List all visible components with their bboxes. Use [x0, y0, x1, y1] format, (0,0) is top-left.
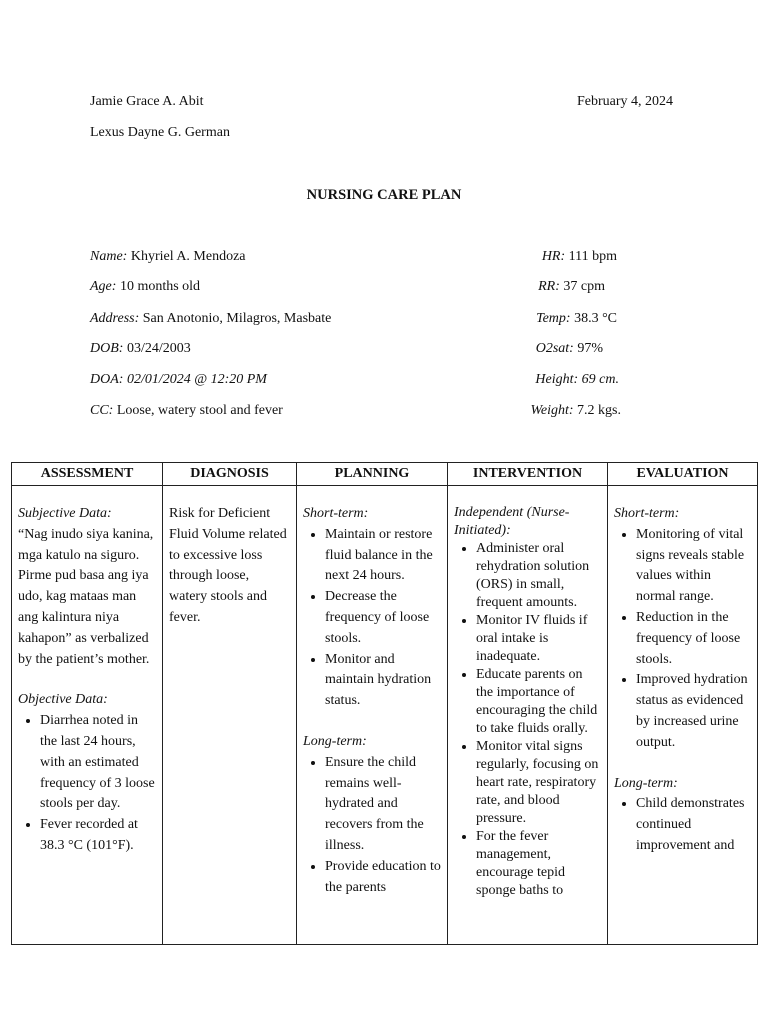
table-row — [12, 486, 758, 945]
list-item: • Monitor IV fluids if oral intake is inadequate. — [476, 612, 601, 666]
table-header-row — [12, 463, 758, 486]
vital-rr: RR: 37 cpm — [538, 279, 605, 294]
patient-doa: DOA: 02/01/2024 @ 12:20 PM — [90, 372, 267, 387]
header-assessment: ASSESSMENT — [12, 463, 163, 486]
diagnosis-cell — [163, 486, 297, 945]
header-intervention: INTERVENTION — [448, 463, 608, 486]
planning-long-label: Long-term: — [303, 733, 367, 749]
care-plan-table — [11, 462, 758, 945]
intervention-list — [454, 540, 601, 900]
header-evaluation: EVALUATION — [608, 463, 758, 486]
header-planning: PLANNING — [297, 463, 448, 486]
intervention-cell — [448, 486, 608, 945]
vital-o2sat: O2sat: 97% — [535, 341, 603, 356]
objective-label: Objective Data: — [18, 692, 108, 708]
intervention-label: Independent (Nurse-Initiated): — [454, 505, 570, 538]
page-title: NURSING CARE PLAN — [306, 187, 462, 203]
diagnosis-text: Risk for Deficient Fluid Volume related to excessive loss through loose, watery stools and fever. — [169, 506, 287, 625]
table-bottom-border — [12, 945, 758, 946]
list-item: • Diarrhea noted in the last 24 hours, with an estimated frequency of 3 loose stools per day. — [40, 711, 156, 815]
planning-cell — [297, 486, 448, 945]
list-item: • Improved hydration status as evidenced by increased urine output. — [636, 670, 751, 753]
patient-address: Address: San Anotonio, Milagros, Masbate — [90, 311, 332, 326]
objective-list — [18, 711, 156, 857]
evaluation-long-label: Long-term: — [614, 775, 678, 791]
evaluation-short-label: Short-term: — [614, 506, 680, 521]
list-item: • Monitor and maintain hydration status. — [325, 650, 441, 712]
planning-long-list — [303, 753, 441, 899]
patient-name: Name: Khyriel A. Mendoza — [90, 249, 246, 264]
patient-age: Age: 10 months old — [90, 279, 201, 294]
subjective-label: Subjective Data: — [18, 506, 112, 521]
list-item: • Decrease the frequency of loose stools. — [325, 587, 441, 649]
evaluation-long-list — [614, 794, 751, 856]
patient-dob: DOB: 03/24/2003 — [90, 341, 191, 356]
list-item: • Monitor vital signs regularly, focusing on heart rate, respiratory rate, and blood pressure. — [476, 738, 601, 828]
author-name-1: Jamie Grace A. Abit — [90, 94, 204, 109]
list-item: • Educate parents on the importance of encouraging the child to take fluids orally. — [476, 666, 601, 738]
planning-short-list — [303, 525, 441, 712]
list-item: • Monitoring of vital signs reveals stable values within normal range. — [636, 525, 751, 608]
list-item: • Reduction in the frequency of loose stools. — [636, 608, 751, 670]
list-item: • Child demonstrates continued improvement and — [636, 794, 751, 856]
evaluation-short-list — [614, 525, 751, 754]
list-item: • Provide education to the parents — [325, 857, 441, 899]
list-item: • For the fever management, encourage tepid sponge baths to — [476, 828, 601, 900]
planning-short-label: Short-term: — [303, 506, 369, 521]
document-date: February 4, 2024 — [576, 94, 673, 109]
list-item: • Fever recorded at 38.3 °C (101°F). — [40, 815, 156, 857]
patient-chief-complaint: CC: Loose, watery stool and fever — [90, 403, 283, 418]
vital-height: Height: 69 cm. — [535, 372, 619, 387]
header-diagnosis: DIAGNOSIS — [163, 463, 297, 486]
evaluation-cell — [608, 486, 758, 945]
list-item: • Administer oral rehydration solution (ORS) in small, frequent amounts. — [476, 540, 601, 612]
subjective-text: “Nag inudo siya kanina, mga katulo na siguro. Pirme pud basa ang iya udo, kag mataas man ang kalintura niya kahapon” as verbalized by the patient’s mother. — [18, 526, 154, 667]
vital-weight: Weight: 7.2 kgs. — [530, 403, 621, 418]
author-name-2: Lexus Dayne G. German — [90, 125, 230, 140]
vital-temp: Temp: 38.3 °C — [536, 311, 617, 326]
list-item: • Ensure the child remains well-hydrated and recovers from the illness. — [325, 753, 441, 857]
vital-hr: HR: 111 bpm — [541, 249, 617, 264]
list-item: • Maintain or restore fluid balance in the next 24 hours. — [325, 525, 441, 587]
assessment-cell — [12, 486, 163, 945]
